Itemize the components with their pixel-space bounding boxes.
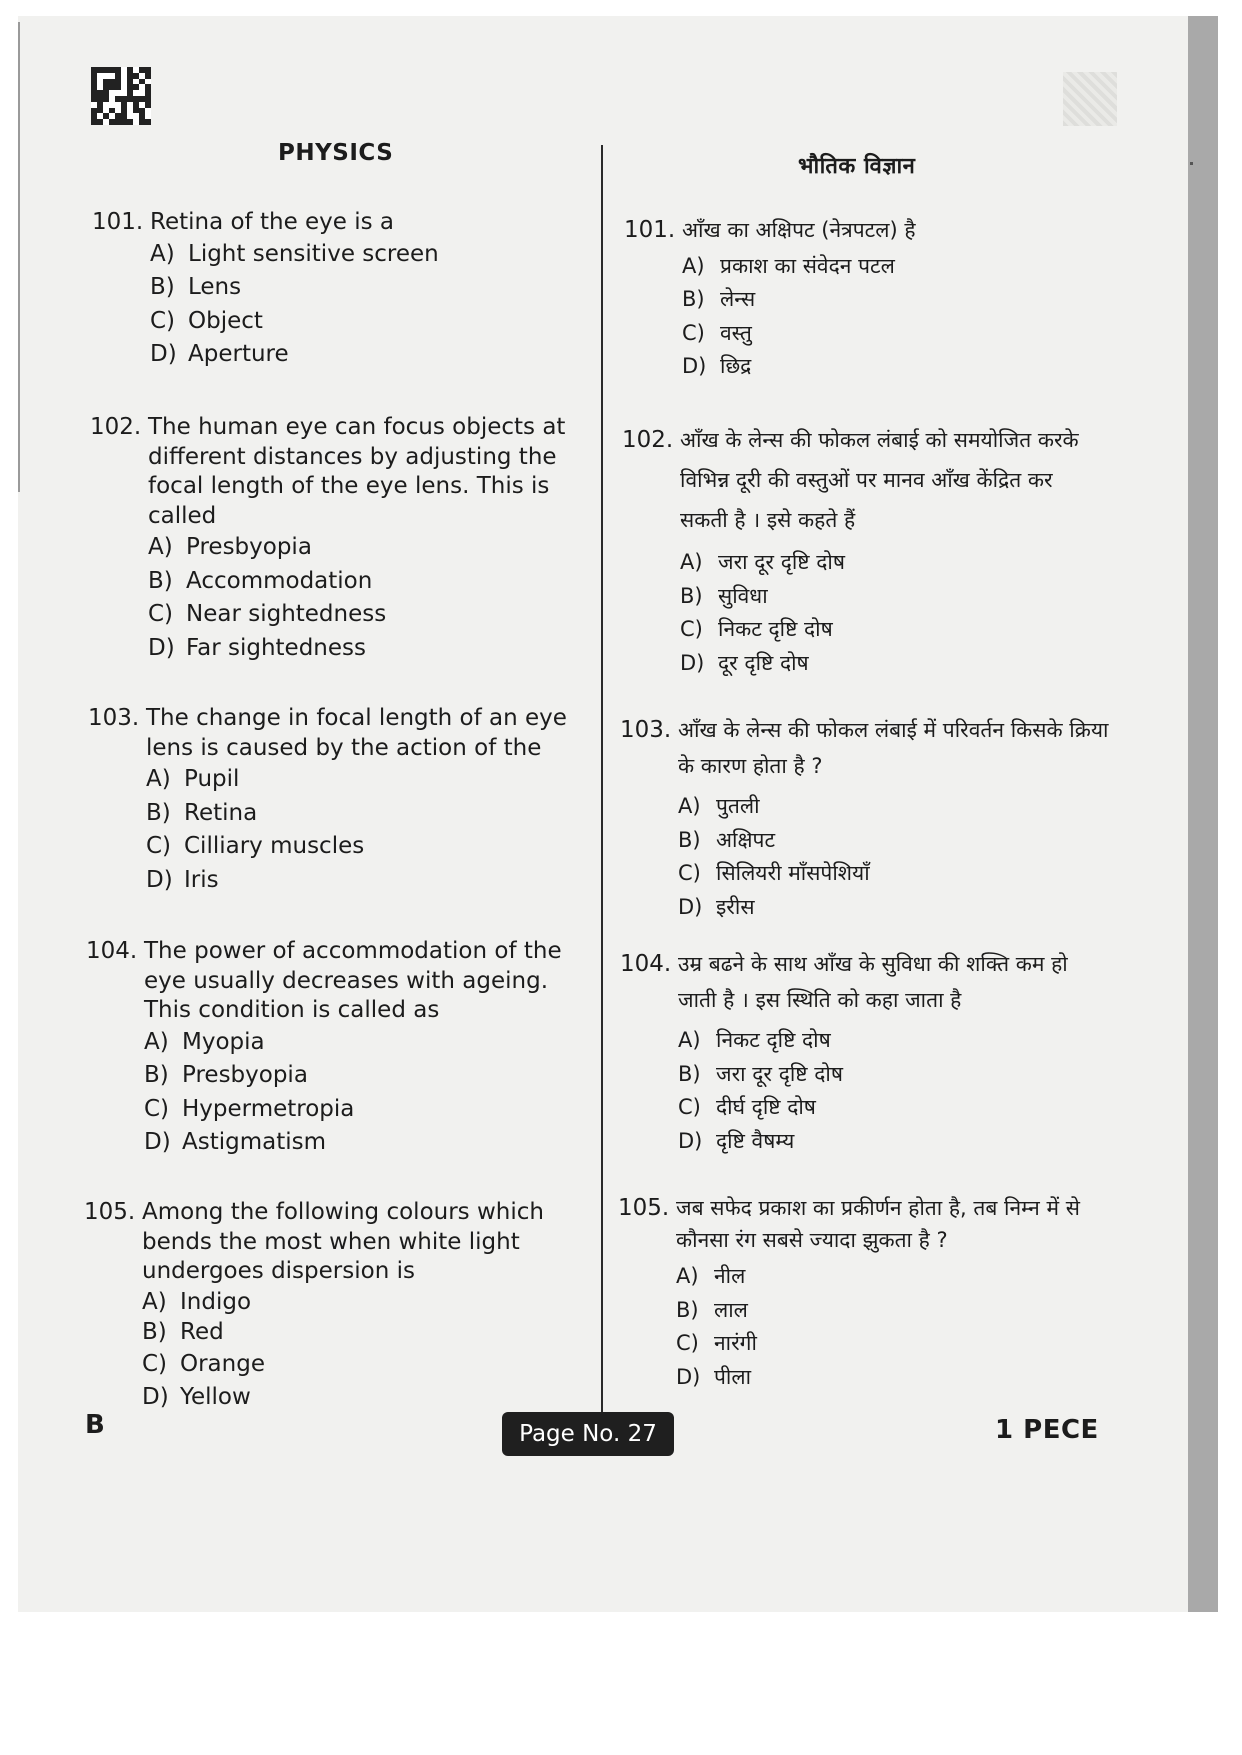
- option-c: C) निकट दृष्टि दोष: [680, 617, 833, 641]
- question-number: 104.: [86, 938, 138, 964]
- option-b: B) सुविधा: [680, 583, 768, 608]
- option-a: A) पुतली: [678, 794, 760, 818]
- option-c: C) दीर्घ दृष्टि दोष: [678, 1095, 816, 1119]
- question-stem: Retina of the eye is a: [150, 209, 395, 235]
- option-d: D) Astigmatism: [144, 1129, 327, 1155]
- question-stem: Among the following colours which bends the most when white light undergoes dispersion is: [142, 1199, 544, 1284]
- question-hi-105: [618, 1192, 1098, 1394]
- question-stem: उम्र बढने के साथ आँख के सुविधा की शक्ति कम हो जाती है । इस स्थिति को कहा जाता है: [678, 952, 1068, 1012]
- option-d: D) इरीस: [678, 894, 755, 919]
- option-d: D) पीला: [676, 1364, 752, 1389]
- question-number: 105.: [618, 1195, 670, 1221]
- option-d: D) Far sightedness: [148, 634, 366, 661]
- question-stem: The human eye can focus objects at different distances by adjusting the focal length of the eye lens. This is called: [148, 414, 566, 529]
- question-en-104: [86, 937, 586, 1160]
- option-d: D) Iris: [146, 866, 219, 893]
- option-b: B) लेन्स: [682, 287, 756, 311]
- question-hi-103: [620, 712, 1110, 924]
- question-hi-104: [620, 946, 1110, 1158]
- question-stem: आँख का अक्षिपट (नेत्रपटल) है: [682, 218, 916, 242]
- option-d: D) दूर दृष्टि दोष: [680, 650, 809, 675]
- option-b: B) अक्षिपट: [678, 827, 776, 852]
- option-c: C) Object: [150, 307, 263, 334]
- question-number: 103.: [620, 717, 672, 743]
- question-number: 101.: [92, 209, 144, 235]
- option-c: C) Cilliary muscles: [146, 833, 365, 859]
- option-b: B) Accommodation: [148, 567, 373, 594]
- option-a: A) निकट दृष्टि दोष: [678, 1028, 831, 1052]
- option-a: A) Myopia: [144, 1028, 265, 1055]
- option-c: C) Near sightedness: [148, 601, 387, 627]
- scan-speck: [1190, 162, 1193, 165]
- scan-shadow-edge: [1188, 16, 1218, 1612]
- option-c: C) सिलियरी माँसपेशियाँ: [678, 861, 870, 885]
- option-b: B) Red: [142, 1318, 224, 1345]
- option-d: D) Aperture: [150, 341, 289, 367]
- option-b: B) Retina: [146, 799, 258, 826]
- option-c: C) Orange: [142, 1350, 265, 1377]
- column-divider: [601, 145, 603, 1420]
- english-section-title: PHYSICS: [278, 140, 394, 166]
- option-c: C) Hypermetropia: [144, 1095, 355, 1122]
- question-stem: The power of accommodation of the eye usually decreases with ageing. This condition is called as: [144, 938, 562, 1023]
- option-b: B) Lens: [150, 274, 242, 300]
- question-number: 101.: [624, 217, 676, 243]
- option-b: B) लाल: [676, 1297, 748, 1322]
- question-en-103: [88, 704, 578, 897]
- hindi-section-title: भौतिक विज्ञान: [798, 154, 916, 179]
- question-hi-102: [622, 420, 1102, 680]
- question-number: 104.: [620, 951, 672, 977]
- booklet-set-code: B: [85, 1410, 105, 1440]
- option-b: B) जरा दूर दृष्टि दोष: [678, 1061, 843, 1086]
- question-number: 102.: [622, 427, 674, 453]
- question-number: 102.: [90, 414, 142, 440]
- scan-left-edge: [18, 22, 20, 492]
- paper-code: 1 PECE: [995, 1415, 1099, 1445]
- option-a: A) प्रकाश का संवेदन पटल: [682, 253, 895, 278]
- option-c: C) नारंगी: [676, 1331, 757, 1355]
- question-stem: आँख के लेन्स की फोकल लंबाई में परिवर्तन किसके क्रिया के कारण होता है ?: [678, 718, 1109, 778]
- option-c: C) वस्तु: [682, 320, 752, 345]
- question-en-105: [84, 1198, 574, 1414]
- option-d: D) दृष्टि वैषम्य: [678, 1128, 795, 1153]
- question-stem: आँख के लेन्स की फोकल लंबाई को समयोजित करके विभिन्न दूरी की वस्तुओं पर मानव आँख केंद्रित कर सकती है । इसे कहते हैं: [680, 428, 1079, 532]
- qr-code-icon: [91, 67, 151, 125]
- option-b: B) Presbyopia: [144, 1062, 308, 1088]
- option-a: A) Indigo: [142, 1288, 252, 1315]
- option-a: A) नील: [676, 1264, 746, 1288]
- question-en-102: [90, 413, 580, 665]
- option-a: A) Light sensitive screen: [150, 240, 439, 267]
- question-hi-101: [624, 216, 1124, 384]
- question-stem: The change in focal length of an eye lens is caused by the action of the: [146, 705, 567, 761]
- option-d: D) Yellow: [142, 1383, 251, 1410]
- bleed-through-qr-icon: [1063, 72, 1117, 126]
- question-number: 105.: [84, 1199, 136, 1225]
- option-a: A) Pupil: [146, 766, 240, 792]
- question-en-101: [92, 208, 562, 372]
- question-number: 103.: [88, 705, 140, 731]
- page-number-badge: Page No. 27: [502, 1412, 674, 1456]
- question-stem: जब सफेद प्रकाश का प्रकीर्णन होता है, तब निम्न में से कौनसा रंग सबसे ज्यादा झुकता है ?: [676, 1196, 1080, 1252]
- option-d: D) छिद्र: [682, 354, 752, 378]
- option-a: A) जरा दूर दृष्टि दोष: [680, 550, 845, 574]
- option-a: A) Presbyopia: [148, 534, 312, 560]
